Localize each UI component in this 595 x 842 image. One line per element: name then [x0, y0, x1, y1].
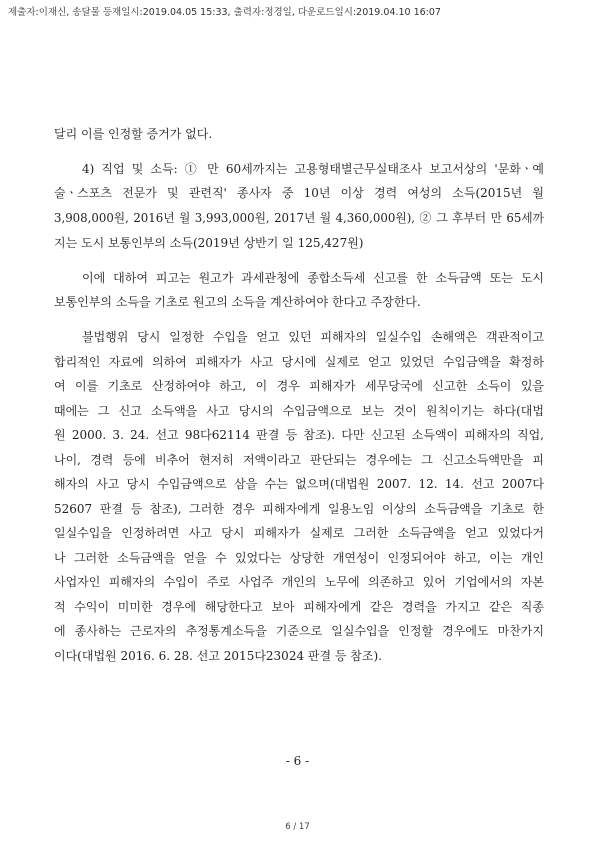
- text-line: 해자의 사고 당시 수입금액으로 삼을 수는 없으며(대법원 2007. 12. 14. 선고 2007다: [54, 477, 544, 491]
- document-header-meta: 제출자:이재신, 송달물 등재일시:2019.04.05 15:33, 출력자:정경일, 다운로드일시:2019.04.10 16:07: [8, 7, 441, 18]
- page-counter: 6 / 17: [285, 822, 310, 832]
- text-line: 이다(대법원 2016. 6. 28. 선고 2015다23024 판결 등 참조).: [54, 649, 382, 663]
- text-line: 3,908,000원, 2016년 월 3,993,000원, 2017년 월 4,360,000원), ② 그 후부터 만 65세까: [54, 211, 544, 225]
- text-line: 사업자인 피해자의 수입이 주로 사업주 개인의 노무에 의존하고 있어 기업에서의 자본: [54, 575, 544, 589]
- text-line: 술ㆍ스포츠 전문가 및 관련직' 종사자 중 10년 이상 경력 여성의 소득(2015년 월: [54, 186, 544, 200]
- text-line: 달리 이를 인정할 증거가 없다.: [54, 127, 213, 141]
- text-line: 합리적인 자료에 의하여 피해자가 사고 당시에 실제로 얻고 있었던 수입금액을 확정하: [54, 355, 544, 369]
- page-number: - 6 -: [285, 754, 310, 768]
- text-line: 52607 판결 등 참조), 그러한 경우 피해자에게 일용노임 이상의 소득금액을 기초로 한: [54, 502, 544, 516]
- text-line: 에 종사하는 근로자의 추정통계소득을 기준으로 일실수입을 인정할 경우에도 마찬가지: [54, 624, 544, 638]
- text-line: 지는 도시 보통인부의 소득(2019년 상반기 일 125,427원): [54, 236, 364, 250]
- text-line: 4) 직업 및 소득: ① 만 60세까지는 고용형태별근무실태조사 보고서상의 '문화ㆍ예: [82, 162, 544, 176]
- text-line: 나이, 경력 등에 비추어 현저히 저액이라고 판단되는 경우에는 그 신고소득액만을 피: [54, 453, 544, 467]
- text-line: 적 수익이 미미한 경우에 해당한다고 보아 피해자에게 같은 경력을 가지고 같은 직종: [54, 600, 544, 614]
- text-line: 불법행위 당시 일정한 수입을 얻고 있던 피해자의 일실수입 손해액은 객관적이고: [82, 330, 544, 344]
- text-line: 때에는 그 신고 소득액을 사고 당시의 수입금액으로 보는 것이 원칙이기는 하다(대법: [54, 404, 544, 418]
- text-line: 보통인부의 소득을 기초로 원고의 소득을 계산하여야 한다고 주장한다.: [54, 295, 421, 309]
- text-line: 이에 대하여 피고는 원고가 과세관청에 종합소득세 신고를 한 소득금액 또는 도시: [82, 271, 544, 285]
- text-line: 나 그러한 소득금액을 얻을 수 있었다는 상당한 개연성이 인정되어야 하고, 이는 개인: [54, 551, 544, 565]
- text-line: 일실수입을 인정하려면 사고 당시 피해자가 실제로 그러한 소득금액을 얻고 있었다거: [54, 526, 544, 540]
- text-line: 원 2000. 3. 24. 선고 98다62114 판결 등 참조). 다만 신고된 소득액이 피해자의 직업,: [54, 428, 544, 442]
- text-line: 여 이를 기초로 산정하여야 하고, 이 경우 피해자가 세무당국에 신고한 소득이 있을: [54, 379, 544, 393]
